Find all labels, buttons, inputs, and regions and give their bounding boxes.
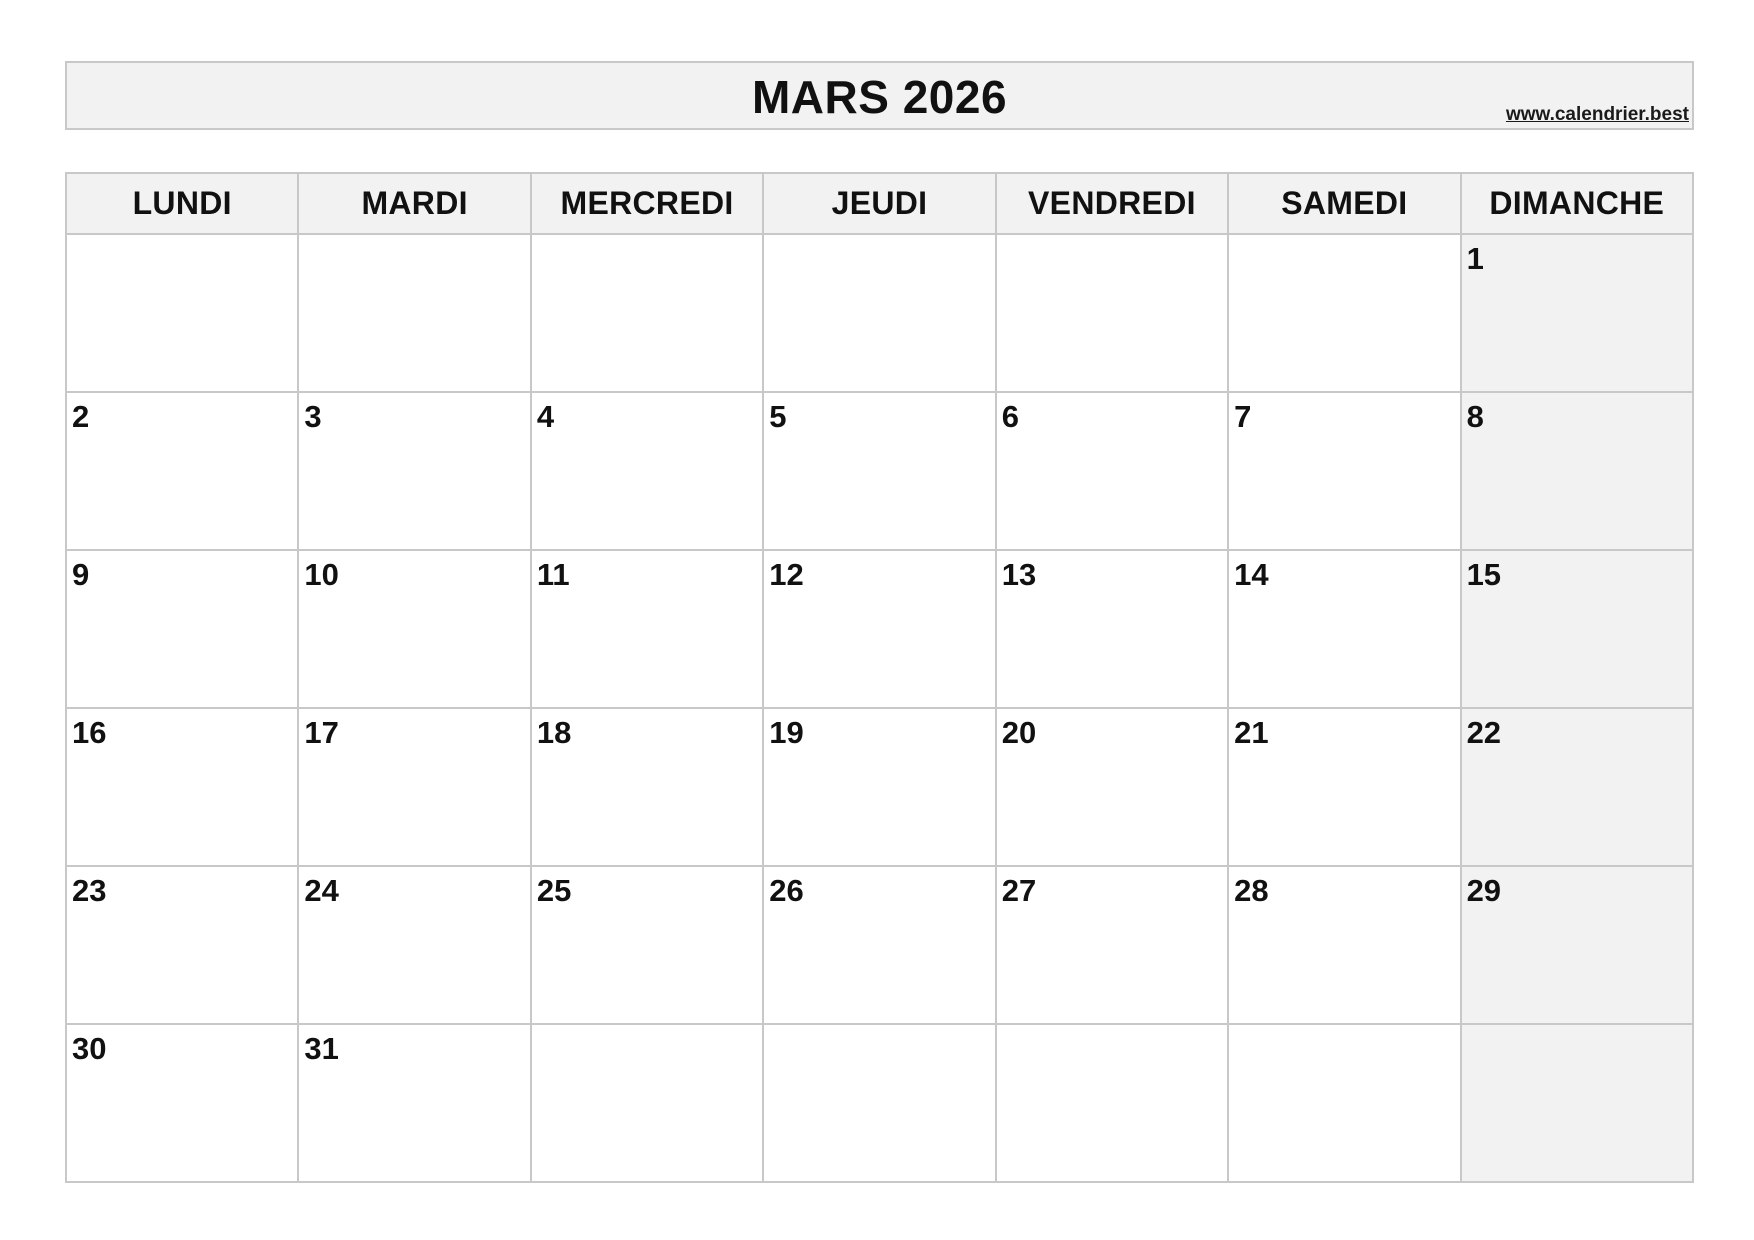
day-cell (997, 709, 1229, 867)
day-number: 4 (536, 399, 555, 434)
day-number: 17 (304, 715, 339, 750)
day-number: 18 (536, 715, 572, 750)
weekday-header-dimanche: DIMANCHE (1462, 174, 1694, 235)
day-cell (1229, 551, 1461, 709)
day-cell (299, 551, 531, 709)
month-title-bar (65, 61, 1694, 130)
day-cell-sunday (1462, 1025, 1694, 1183)
day-number: 30 (72, 1031, 107, 1066)
day-cell (67, 867, 299, 1025)
calendar-grid (65, 172, 1694, 1183)
weekday-header-mercredi: MERCREDI (532, 174, 764, 235)
day-number: 10 (304, 557, 339, 592)
day-cell-sunday (1462, 709, 1694, 867)
weekday-header-jeudi: JEUDI (764, 174, 996, 235)
day-cell (299, 709, 531, 867)
day-number: 25 (536, 873, 572, 908)
day-number: 20 (1001, 715, 1037, 750)
day-number: 8 (1466, 399, 1484, 434)
day-cell (67, 709, 299, 867)
day-cell (532, 1025, 764, 1183)
day-number: 1 (1466, 241, 1484, 276)
day-cell (67, 235, 299, 393)
day-number: 27 (1001, 873, 1037, 908)
day-number: 23 (72, 873, 107, 908)
day-cell (299, 235, 531, 393)
day-cell (299, 1025, 531, 1183)
day-cell (1229, 1025, 1461, 1183)
day-cell (1229, 867, 1461, 1025)
day-number: 22 (1466, 715, 1502, 750)
day-cell (67, 551, 299, 709)
day-number: 5 (769, 399, 787, 434)
website-link[interactable]: www.calendrier.best (1505, 104, 1689, 125)
day-cell (67, 1025, 299, 1183)
day-cell-sunday (1462, 867, 1694, 1025)
day-cell (299, 393, 531, 551)
day-cell (299, 867, 531, 1025)
weekday-header-lundi: LUNDI (67, 174, 299, 235)
day-cell (997, 867, 1229, 1025)
day-number: 9 (72, 557, 90, 592)
day-number: 12 (769, 557, 804, 592)
weekday-header-mardi: MARDI (299, 174, 531, 235)
day-cell (764, 1025, 996, 1183)
day-cell (997, 393, 1229, 551)
day-cell (764, 867, 996, 1025)
day-cell (1229, 235, 1461, 393)
day-cell (997, 235, 1229, 393)
day-number: 26 (769, 873, 804, 908)
day-number: 13 (1001, 557, 1037, 592)
day-number: 2 (72, 399, 90, 434)
weekday-header-samedi: SAMEDI (1229, 174, 1461, 235)
day-cell (532, 393, 764, 551)
day-cell (997, 1025, 1229, 1183)
day-cell-sunday (1462, 393, 1694, 551)
day-number: 6 (1001, 399, 1019, 434)
day-cell (997, 551, 1229, 709)
day-number: 21 (1234, 715, 1269, 750)
day-cell (1229, 393, 1461, 551)
day-number: 19 (769, 715, 804, 750)
day-number: 16 (72, 715, 107, 750)
month-title: MARS 2026 (751, 71, 1008, 123)
day-cell (764, 551, 996, 709)
day-number: 14 (1234, 557, 1269, 592)
day-cell (532, 551, 764, 709)
day-number: 29 (1466, 873, 1502, 908)
day-cell (67, 393, 299, 551)
day-number: 3 (304, 399, 322, 434)
day-number: 31 (304, 1031, 339, 1066)
day-cell-sunday (1462, 235, 1694, 393)
day-cell (532, 235, 764, 393)
weekday-header-vendredi: VENDREDI (997, 174, 1229, 235)
day-cell (1229, 709, 1461, 867)
day-cell (532, 867, 764, 1025)
day-cell (764, 235, 996, 393)
day-number: 15 (1466, 557, 1502, 592)
day-cell (532, 709, 764, 867)
day-number: 24 (304, 873, 339, 908)
day-number: 28 (1234, 873, 1269, 908)
day-cell-sunday (1462, 551, 1694, 709)
day-cell (764, 393, 996, 551)
day-number: 7 (1234, 399, 1252, 434)
day-cell (764, 709, 996, 867)
day-number: 11 (536, 557, 570, 592)
